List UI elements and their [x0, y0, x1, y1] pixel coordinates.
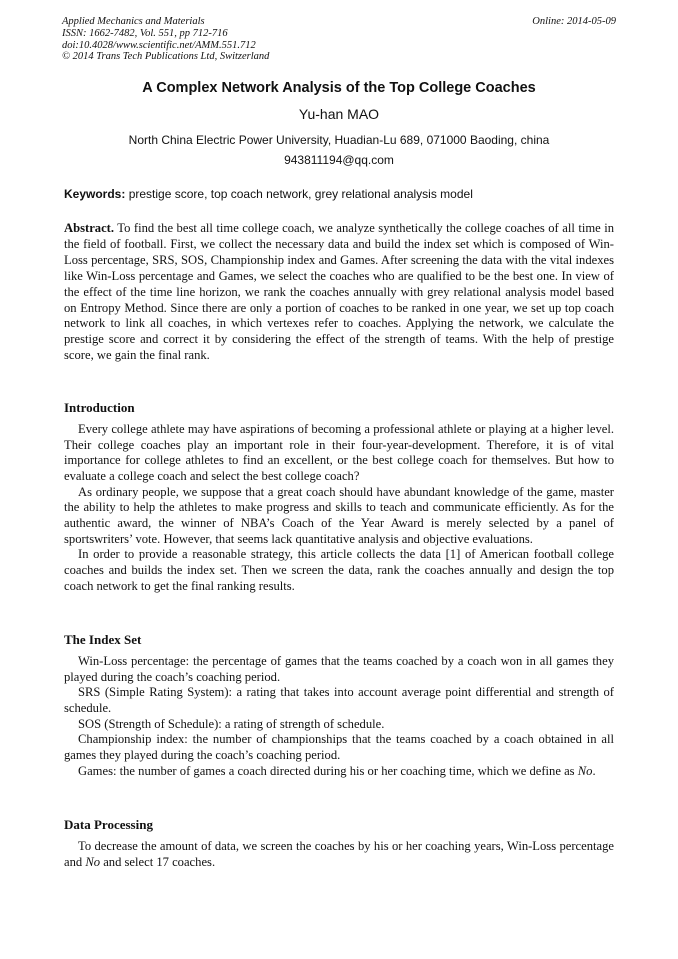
paragraph: As ordinary people, we suppose that a great coach should have abundant knowledge of the game, master the ability to help the athletes to make progress and skills to teach and communicate efficiently. As for the authentic award, the winner of NBA’s Coach of the Year Award is merely selected by a panel of sportswriters’ vote. However, that seems lack quantitative analysis and objective evaluations.	[64, 484, 614, 546]
paper-title: A Complex Network Analysis of the Top College Coaches	[142, 80, 536, 96]
author-email: 943811194@qq.com	[284, 153, 394, 167]
games-symbol: No	[577, 763, 593, 778]
paragraph: SRS (Simple Rating System): a rating that takes into account average point differential and strength of schedule.	[64, 685, 614, 715]
paragraph: Every college athlete may have aspirations of becoming a professional athlete or playing at a higher level. Their college coaches play an important role in their four-year-development. Therefore, it is of vital importance for college athletes to find an excellent, or the best college coach for themselves. But how to evaluate a college coach and select the best college coach?	[64, 422, 614, 483]
paragraph-games	[64, 764, 614, 780]
abstract	[64, 221, 614, 364]
paragraph: SOS (Strength of Schedule): a rating of strength of schedule.	[78, 716, 385, 731]
abstract-label: Abstract.	[64, 221, 115, 235]
paragraph: Win-Loss percentage: the percentage of games that the teams coached by a coach won in all games they played during the coach’s coaching period.	[64, 654, 614, 684]
index-set-body	[64, 654, 614, 779]
journal-header	[62, 16, 616, 63]
games-text: Games: the number of games a coach directed during his or her coaching time, which we define as	[78, 763, 578, 778]
paragraph: In order to provide a reasonable strategy, this article collects the data [1] of American football college coaches and builds the index set. Then we screen the data, rank the coaches annually and design the top coach network to get the final ranking results.	[64, 547, 614, 593]
abstract-text: To find the best all time college coach, we analyze synthetically the college coaches of all time in the field of football. First, we collect the necessary data and build the index set which is composed of Win-Loss percentage, SRS, SOS, Championship index and Games. After screening the data with the vital indexes like Win-Loss percentage and Games, we select the coaches who are qualified to be the best one. In view of the effect of the time line horizon, we rank the coaches annually with grey relational analysis model based on Entropy Method. Since there are only a portion of coaches to be ranked in one year, we set up top coach network to link all coaches, in which vertexes refer to coaches. Applying the network, we calculate the prestige score and correct it by considering the effect of the strength of teams. With the help of prestige score, we gain the final rank.	[64, 221, 614, 363]
section-heading-data-processing: Data Processing	[64, 817, 153, 832]
keywords-text: prestige score, top coach network, grey relational analysis model	[125, 187, 473, 201]
introduction-body	[64, 422, 614, 594]
paragraph	[64, 839, 614, 870]
section-heading-introduction: Introduction	[64, 400, 135, 415]
data-processing-text-b: and select 17 coaches.	[100, 854, 216, 869]
keywords	[64, 187, 616, 201]
paragraph: Championship index: the number of championships that the teams coached by a coach obtained in all games they played during the coach’s coaching period.	[64, 732, 614, 762]
journal-issn: ISSN: 1662-7482, Vol. 551, pp 712-716	[62, 27, 228, 39]
author-name: Yu-han MAO	[298, 106, 380, 122]
online-date: Online: 2014-05-09	[532, 16, 616, 27]
author-affiliation: North China Electric Power University, Huadian-Lu 689, 071000 Baoding, china	[128, 133, 550, 147]
data-processing-text-a: To decrease the amount of data, we screen the coaches by his or her coaching years, Win-Loss percentage and	[64, 839, 614, 869]
keywords-label: Keywords:	[64, 187, 126, 201]
section-heading-index-set: The Index Set	[64, 632, 142, 647]
data-processing-body	[64, 839, 614, 870]
journal-copyright: © 2014 Trans Tech Publications Ltd, Switzerland	[62, 51, 270, 63]
games-end: .	[592, 763, 596, 778]
no-symbol: No	[85, 854, 101, 869]
journal-doi: doi:10.4028/www.scientific.net/AMM.551.712	[62, 39, 256, 51]
journal-name: Applied Mechanics and Materials	[62, 16, 205, 27]
